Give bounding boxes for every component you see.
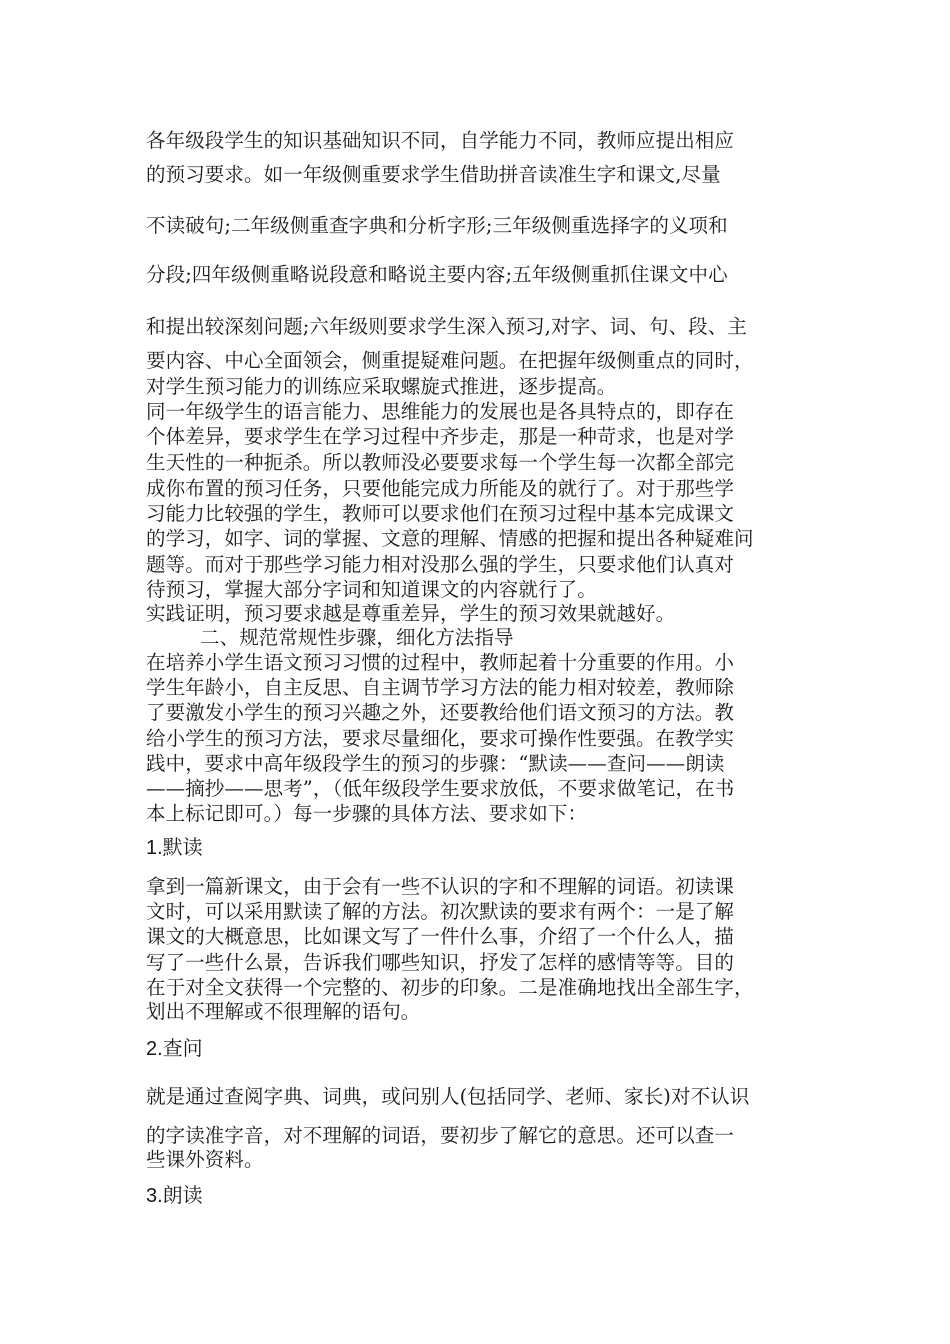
body-line: 在于对全文获得一个完整的、初步的印象。二是准确地找出全部生字， <box>146 976 754 999</box>
body-line: 和提出较深刻问题;六年级则要求学生深入预习,对字、词、句、段、主 <box>146 315 747 338</box>
body-line: 实践证明，预习要求越是尊重差异，学生的预习效果就越好。 <box>146 602 676 625</box>
body-line: 生天性的一种扼杀。所以教师没必要要求每一个学生每一次都全部完 <box>146 451 735 474</box>
body-line: 各年级段学生的知识基础知识不同，自学能力不同，教师应提出相应 <box>146 129 735 152</box>
body-line: 待预习，掌握大部分字词和知道课文的内容就行了。 <box>146 578 597 601</box>
step-heading-cha-wen: 2.查问 <box>146 1038 203 1060</box>
body-line: 题等。而对于那些学习能力相对没那么强的学生，只要求他们认真对 <box>146 553 735 576</box>
body-line: 些课外资料。 <box>146 1148 264 1171</box>
body-line: 课文的大概意思，比如课文写了一件什么事，介绍了一个什么人，描 <box>146 925 735 948</box>
body-line: 写了一些什么景，告诉我们哪些知识，抒发了怎样的感情等等。目的 <box>146 951 735 974</box>
body-line: 成你布置的预习任务，只要他能完成力所能及的就行了。对于那些学 <box>146 477 735 500</box>
body-line: 给小学生的预习方法，要求尽量细化，要求可操作性要强。在教学实 <box>146 727 735 750</box>
body-line: 划出不理解或不很理解的语句。 <box>146 1000 421 1023</box>
body-line: ——摘抄——思考”，（低年级段学生要求放低，不要求做笔记，在书 <box>146 777 735 800</box>
body-line: 在培养小学生语文预习习惯的过程中，教师起着十分重要的作用。小 <box>146 651 735 674</box>
body-line: 拿到一篇新课文，由于会有一些不认识的字和不理解的词语。初读课 <box>146 875 735 898</box>
body-line: 的学习，如字、词的掌握、文意的理解、情感的把握和提出各种疑难问 <box>146 527 754 550</box>
body-line: 不读破句;二年级侧重查字典和分析字形;三年级侧重选择字的义项和 <box>146 214 728 237</box>
body-line: 同一年级学生的语言能力、思维能力的发展也是各具特点的，即存在 <box>146 400 735 423</box>
body-line: 就是通过查阅字典、词典，或问别人(包括同学、老师、家长)对不认识 <box>146 1085 750 1108</box>
body-line: 文时，可以采用默读了解的方法。初次默读的要求有两个：一是了解 <box>146 900 735 923</box>
body-line: 践中，要求中高年级段学生的预习的步骤：“默读——查问——朗读 <box>146 752 725 775</box>
step-heading-lang-du: 3.朗读 <box>146 1185 203 1207</box>
body-line: 要内容、中心全面领会，侧重提疑难问题。在把握年级侧重点的同时， <box>146 349 754 372</box>
body-line: 学生年龄小，自主反思、自主调节学习方法的能力相对较差，教师除 <box>146 676 735 699</box>
body-line: 分段;四年级侧重略说段意和略说主要内容;五年级侧重抓住课文中心 <box>146 263 728 286</box>
body-line: 对学生预习能力的训练应采取螺旋式推进，逐步提高。 <box>146 375 617 398</box>
section-heading: 二、规范常规性步骤，细化方法指导 <box>200 626 514 649</box>
body-line: 了要激发小学生的预习兴趣之外，还要教给他们语文预习的方法。教 <box>146 701 735 724</box>
body-line: 个体差异，要求学生在学习过程中齐步走，那是一种苛求，也是对学 <box>146 425 735 448</box>
body-line: 本上标记即可。）每一步骤的具体方法、要求如下： <box>146 802 588 825</box>
body-line: 的预习要求。如一年级侧重要求学生借助拼音读准生字和课文,尽量 <box>146 163 721 186</box>
step-heading-mo-du: 1.默读 <box>146 837 203 859</box>
body-line: 的字读准字音，对不理解的词语，要初步了解它的意思。还可以查一 <box>146 1124 735 1147</box>
body-line: 习能力比较强的学生，教师可以要求他们在预习过程中基本完成课文 <box>146 502 735 525</box>
